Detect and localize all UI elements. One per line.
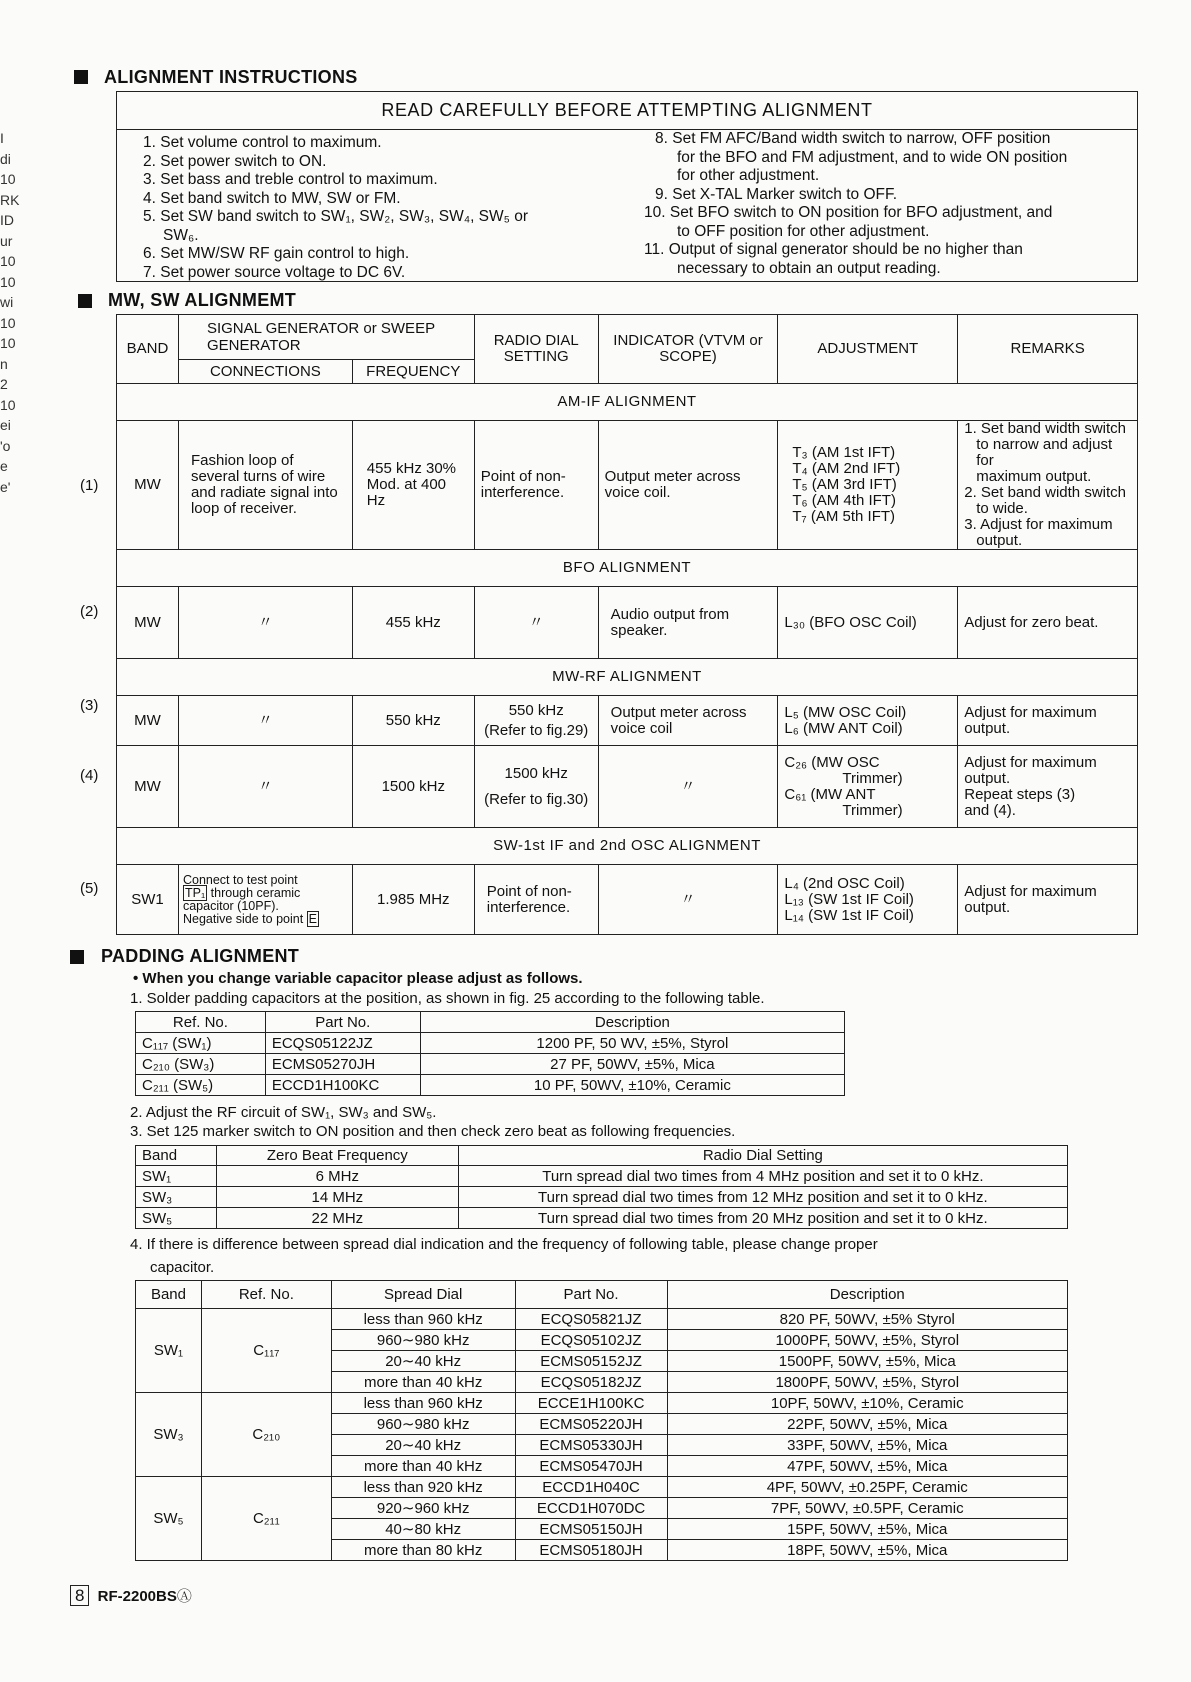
t3-cell: less than 960 kHz: [331, 1393, 515, 1414]
t1-header: Part No.: [265, 1012, 420, 1033]
r1-rem-line: to wide.: [976, 500, 1028, 517]
row-number: (5): [80, 880, 99, 897]
t3-ref: C₂₁₀: [201, 1393, 331, 1477]
step-5-cont: SW₆.: [163, 226, 199, 244]
padding-step-4-cont: capacitor.: [150, 1259, 215, 1276]
margin-fragment: I: [0, 130, 4, 146]
step-11: 11. Output of signal generator should be no higher than: [644, 241, 1023, 258]
r3-remarks: Adjust for maximum output.: [958, 696, 1138, 746]
r3-dial: [474, 696, 598, 746]
r5-conn-line: Connect to test point: [182, 872, 298, 887]
r1-remarks: [958, 421, 1138, 550]
margin-fragments: [0, 128, 20, 497]
r1-rem-line: maximum output.: [976, 468, 1092, 485]
header-signal-generator: SIGNAL GENERATOR or SWEEP GENERATOR: [178, 315, 474, 360]
right-steps: [644, 130, 1134, 278]
r5-conn-line: capacitor (10PF).: [182, 898, 279, 913]
step-1: 1. Set volume control to maximum.: [143, 134, 382, 151]
t3-cell: ECCE1H100KC: [515, 1393, 667, 1414]
r5-adj-line: L₁₄ (SW 1st IF Coil): [784, 906, 914, 924]
t1-cell: ECQS05122JZ: [265, 1033, 420, 1054]
margin-fragment: ur: [0, 232, 13, 249]
header-radio-dial: RADIO DIAL SETTING: [474, 315, 598, 384]
alignment-title: ALIGNMENT INSTRUCTIONS: [104, 67, 358, 87]
r5-frequency: 1.985 MHz: [352, 865, 474, 935]
model-number: RF-2200BS: [97, 1588, 177, 1605]
section-sw: SW-1st IF and 2nd OSC ALIGNMENT: [117, 828, 1138, 865]
header-frequency: FREQUENCY: [352, 360, 474, 384]
padding-note: • When you change variable capacitor please adjust as follows.: [133, 970, 583, 987]
read-carefully-box: [116, 91, 1138, 282]
t3-band: SW₃: [136, 1393, 202, 1477]
padding-table-1: [135, 1011, 845, 1096]
read-carefully-heading: READ CAREFULLY BEFORE ATTEMPTING ALIGNMENT: [117, 92, 1137, 130]
t2-header: Band: [136, 1146, 217, 1166]
r2-remarks: Adjust for zero beat.: [958, 587, 1138, 659]
r3-frequency: 550 kHz: [352, 696, 474, 746]
t2-cell: 6 MHz: [216, 1166, 458, 1187]
r3-dial-freq: 550 kHz: [508, 701, 564, 719]
margin-fragment: 10: [0, 396, 16, 413]
step-7: 7. Set power source voltage to DC 6V.: [143, 263, 406, 281]
header-band: BAND: [117, 315, 179, 384]
t1-cell: 10 PF, 50WV, ±10%, Ceramic: [420, 1075, 844, 1096]
r4-indicator: 〃: [598, 746, 778, 828]
t2-header: Zero Beat Frequency: [216, 1146, 458, 1166]
row-number: (3): [80, 697, 99, 714]
tp1-label: TP₁: [184, 885, 206, 900]
t3-cell: ECMS05180JH: [515, 1540, 667, 1561]
t3-ref: C₂₁₁: [201, 1477, 331, 1561]
r4-connections: 〃: [178, 746, 352, 828]
r1-adj-line: T₅ (AM 3rd IFT): [792, 476, 897, 493]
r1-frequency: 455 kHz 30% Mod. at 400 Hz: [352, 421, 474, 550]
mwsw-title: MW, SW ALIGNMEMT: [108, 290, 297, 310]
margin-fragment: RK: [0, 191, 20, 208]
t3-cell: ECMS05150JH: [515, 1519, 667, 1540]
t3-cell: ECQS05102JZ: [515, 1330, 667, 1351]
r5-dial: Point of non-interference.: [474, 865, 598, 935]
r5-conn-text: Negative side to point: [182, 911, 304, 926]
t3-cell: 15PF, 50WV, ±5%, Mica: [667, 1519, 1067, 1540]
t3-cell: more than 40 kHz: [331, 1372, 515, 1393]
r4-adjustment: [778, 746, 958, 828]
t2-cell: SW₁: [136, 1166, 217, 1187]
t3-cell: ECMS05152JZ: [515, 1351, 667, 1372]
t3-cell: 1000PF, 50WV, ±5%, Styrol: [667, 1330, 1067, 1351]
bullet-square-icon: [70, 950, 84, 964]
t3-cell: 920∼960 kHz: [331, 1498, 515, 1519]
margin-fragment: 2: [0, 376, 8, 392]
r5-conn-line: [183, 913, 346, 926]
step-3: 3. Set bass and treble control to maximum.: [143, 171, 438, 188]
t1-cell: ECCD1H100KC: [265, 1075, 420, 1096]
r2-adjustment: L₃₀ (BFO OSC Coil): [778, 587, 958, 659]
step-8-cont: for other adjustment.: [677, 167, 820, 184]
t3-header: Part No.: [515, 1281, 667, 1309]
t3-cell: 820 PF, 50WV, ±5% Styrol: [667, 1309, 1067, 1330]
r4-rem-line: Repeat steps (3): [964, 785, 1076, 803]
row-number: (2): [80, 603, 99, 620]
t3-cell: 18PF, 50WV, ±5%, Mica: [667, 1540, 1067, 1561]
r4-dial-ref: (Refer to fig.30): [484, 790, 589, 808]
t3-cell: ECCD1H070DC: [515, 1498, 667, 1519]
point-e-label: E: [308, 911, 318, 926]
step-10-cont: to OFF position for other adjustment.: [677, 222, 930, 240]
t1-header: Ref. No.: [136, 1012, 266, 1033]
t3-header: Band: [136, 1281, 202, 1309]
t3-cell: 33PF, 50WV, ±5%, Mica: [667, 1435, 1067, 1456]
r4-adj-line: C₆₁ (MW ANT: [784, 785, 876, 803]
t1-cell: C₁₁₇ (SW₁): [136, 1033, 266, 1054]
margin-fragment: 10: [0, 171, 16, 187]
step-6: 6. Set MW/SW RF gain control to high.: [143, 245, 410, 262]
t3-cell: 22PF, 50WV, ±5%, Mica: [667, 1414, 1067, 1435]
r3-adjustment: [778, 696, 958, 746]
t2-cell: SW₃: [136, 1187, 217, 1208]
t3-cell: 960∼980 kHz: [331, 1414, 515, 1435]
t3-cell: 10PF, 50WV, ±10%, Ceramic: [667, 1393, 1067, 1414]
margin-fragment: n: [0, 355, 8, 372]
padding-step-4: 4. If there is difference between spread dial indication and the frequency of following table, please change proper: [130, 1236, 878, 1253]
t2-cell: SW₅: [136, 1208, 217, 1229]
t2-cell: 14 MHz: [216, 1187, 458, 1208]
t1-header: Description: [420, 1012, 844, 1033]
bullet-square-icon: [78, 294, 92, 308]
t2-cell: Turn spread dial two times from 4 MHz position and set it to 0 kHz.: [458, 1166, 1067, 1187]
padding-step-2: 2. Adjust the RF circuit of SW₁, SW₃ and SW₅.: [130, 1104, 437, 1121]
t3-cell: more than 40 kHz: [331, 1456, 515, 1477]
r1-rem-line: to narrow and adjust for: [976, 436, 1113, 469]
t1-cell: ECMS05270JH: [265, 1054, 420, 1075]
padding-title: PADDING ALIGNMENT: [101, 946, 300, 966]
r4-rem-line: Adjust for maximum: [964, 753, 1097, 771]
t1-cell: C₂₁₀ (SW₃): [136, 1054, 266, 1075]
r1-rem-line: output.: [976, 532, 1023, 549]
t3-cell: 20∼40 kHz: [331, 1351, 515, 1372]
margin-fragment: 10: [0, 273, 16, 290]
r3-band: MW: [117, 696, 179, 746]
r5-conn-text: through ceramic: [210, 885, 301, 900]
r1-adj-line: T₃ (AM 1st IFT): [792, 444, 896, 461]
r4-dial: [474, 746, 598, 828]
header-adjustment: ADJUSTMENT: [778, 315, 958, 384]
step-4: 4. Set band switch to MW, SW or FM.: [143, 189, 401, 207]
r4-rem-line: and (4).: [964, 801, 1016, 819]
margin-fragment: 10: [0, 253, 16, 269]
r4-band: MW: [117, 746, 179, 828]
r2-connections: 〃: [178, 587, 352, 659]
left-steps: [143, 134, 613, 282]
t2-cell: Turn spread dial two times from 20 MHz position and set it to 0 kHz.: [458, 1208, 1067, 1229]
mwsw-alignment-table: [116, 314, 1138, 935]
t3-header: Ref. No.: [201, 1281, 331, 1309]
margin-fragment: wi: [0, 294, 14, 310]
r1-band: MW: [117, 421, 179, 550]
t3-cell: ECMS05470JH: [515, 1456, 667, 1477]
r2-dial: 〃: [474, 587, 598, 659]
t2-header: Radio Dial Setting: [458, 1146, 1067, 1166]
t3-header: Description: [667, 1281, 1067, 1309]
page-number: 8: [70, 1585, 89, 1606]
t3-cell: 7PF, 50WV, ±0.5PF, Ceramic: [667, 1498, 1067, 1519]
t3-cell: 47PF, 50WV, ±5%, Mica: [667, 1456, 1067, 1477]
step-8: 8. Set FM AFC/Band width switch to narrow, OFF position: [655, 130, 1051, 147]
r5-adj-line: L₄ (2nd OSC Coil): [784, 874, 905, 892]
r5-connections: [178, 865, 352, 935]
r3-adj-line: L₆ (MW ANT Coil): [784, 719, 903, 737]
t3-cell: more than 80 kHz: [331, 1540, 515, 1561]
t1-cell: C₂₁₁ (SW₅): [136, 1075, 266, 1096]
r4-adj-line: Trimmer): [842, 801, 903, 819]
r5-indicator: 〃: [598, 865, 778, 935]
margin-fragment: ID: [0, 212, 14, 228]
section-mw-rf: MW-RF ALIGNMENT: [117, 659, 1138, 696]
r2-indicator: Audio output from speaker.: [598, 587, 778, 659]
t2-cell: Turn spread dial two times from 12 MHz position and set it to 0 kHz.: [458, 1187, 1067, 1208]
step-9: 9. Set X-TAL Marker switch to OFF.: [655, 185, 898, 203]
r3-connections: 〃: [178, 696, 352, 746]
page-footer: [70, 1585, 192, 1606]
r1-rem-line: 1. Set band width switch: [964, 420, 1126, 437]
r5-adj-line: L₁₃ (SW 1st IF Coil): [784, 890, 914, 908]
step-11-cont: necessary to obtain an output reading.: [677, 259, 941, 277]
t3-cell: ECMS05220JH: [515, 1414, 667, 1435]
r3-indicator: Output meter across voice coil: [598, 696, 778, 746]
t3-band: SW₁: [136, 1309, 202, 1393]
r1-adjustment: [778, 421, 958, 550]
header-indicator: INDICATOR (VTVM or SCOPE): [598, 315, 778, 384]
margin-fragment: 'o: [0, 437, 11, 454]
step-2: 2. Set power switch to ON.: [143, 152, 327, 170]
model-mark: Ⓐ: [176, 1588, 192, 1605]
t2-cell: 22 MHz: [216, 1208, 458, 1229]
row-number: (4): [80, 767, 99, 784]
t3-cell: 960∼980 kHz: [331, 1330, 515, 1351]
t3-ref: C₁₁₇: [201, 1309, 331, 1393]
r2-frequency: 455 kHz: [352, 587, 474, 659]
t3-cell: ECMS05330JH: [515, 1435, 667, 1456]
r2-band: MW: [117, 587, 179, 659]
margin-fragment: di: [0, 150, 11, 167]
header-connections: CONNECTIONS: [178, 360, 352, 384]
r5-conn-line: [183, 887, 346, 900]
r4-dial-freq: 1500 kHz: [504, 764, 568, 782]
t3-cell: 4PF, 50WV, ±0.25PF, Ceramic: [667, 1477, 1067, 1498]
margin-fragment: 10: [0, 335, 16, 351]
padding-table-3: [135, 1280, 1068, 1561]
r5-remarks: Adjust for maximum output.: [958, 865, 1138, 935]
r4-adj-line: C₂₆ (MW OSC: [784, 753, 880, 771]
t3-cell: ECQS05821JZ: [515, 1309, 667, 1330]
t3-band: SW₅: [136, 1477, 202, 1561]
r1-rem-line: 3. Adjust for maximum: [964, 516, 1113, 533]
t3-cell: less than 960 kHz: [331, 1309, 515, 1330]
margin-fragment: e: [0, 458, 8, 474]
t1-cell: 1200 PF, 50 WV, ±5%, Styrol: [420, 1033, 844, 1054]
t3-header: Spread Dial: [331, 1281, 515, 1309]
section-bfo: BFO ALIGNMENT: [117, 550, 1138, 587]
r1-adj-line: T₄ (AM 2nd IFT): [792, 460, 901, 477]
step-10: 10. Set BFO switch to ON position for BFO adjustment, and: [644, 204, 1053, 221]
padding-step-1: 1. Solder padding capacitors at the position, as shown in fig. 25 according to the following table.: [130, 990, 765, 1007]
header-remarks: REMARKS: [958, 315, 1138, 384]
t3-cell: 1500PF, 50WV, ±5%, Mica: [667, 1351, 1067, 1372]
margin-fragment: e': [0, 478, 11, 495]
r3-adj-line: L₅ (MW OSC Coil): [784, 703, 907, 721]
t3-cell: 40∼80 kHz: [331, 1519, 515, 1540]
t3-cell: ECQS05182JZ: [515, 1372, 667, 1393]
r4-remarks: [958, 746, 1138, 828]
r1-dial: Point of non-interference.: [474, 421, 598, 550]
padding-table-2: [135, 1145, 1068, 1229]
t3-cell: 20∼40 kHz: [331, 1435, 515, 1456]
r1-adj-line: T₇ (AM 5th IFT): [792, 508, 896, 525]
step-5: 5. Set SW band switch to SW₁, SW₂, SW₃, SW₄, SW₅ or: [143, 208, 528, 225]
t1-cell: 27 PF, 50WV, ±5%, Mica: [420, 1054, 844, 1075]
r5-band: SW1: [117, 865, 179, 935]
section-am-if: AM-IF ALIGNMENT: [117, 384, 1138, 421]
t3-cell: less than 920 kHz: [331, 1477, 515, 1498]
padding-step-3: 3. Set 125 marker switch to ON position and then check zero beat as following frequencies.: [130, 1123, 736, 1140]
step-8-cont: for the BFO and FM adjustment, and to wide ON position: [677, 148, 1068, 166]
r1-adj-line: T₆ (AM 4th IFT): [792, 492, 896, 509]
r3-dial-ref: (Refer to fig.29): [484, 721, 589, 739]
bullet-square-icon: [74, 70, 88, 84]
r1-rem-line: 2. Set band width switch: [964, 484, 1126, 501]
r4-frequency: 1500 kHz: [352, 746, 474, 828]
r1-connections: Fashion loop of several turns of wire and radiate signal into loop of receiver.: [178, 421, 352, 550]
t3-cell: 1800PF, 50WV, ±5%, Styrol: [667, 1372, 1067, 1393]
row-number: (1): [80, 477, 99, 494]
t3-cell: ECCD1H040C: [515, 1477, 667, 1498]
margin-fragment: 10: [0, 314, 16, 331]
r5-adjustment: [778, 865, 958, 935]
r4-rem-line: output.: [964, 769, 1011, 787]
r4-adj-line: Trimmer): [842, 769, 903, 787]
r1-indicator: Output meter across voice coil.: [598, 421, 778, 550]
margin-fragment: ei: [0, 417, 11, 433]
